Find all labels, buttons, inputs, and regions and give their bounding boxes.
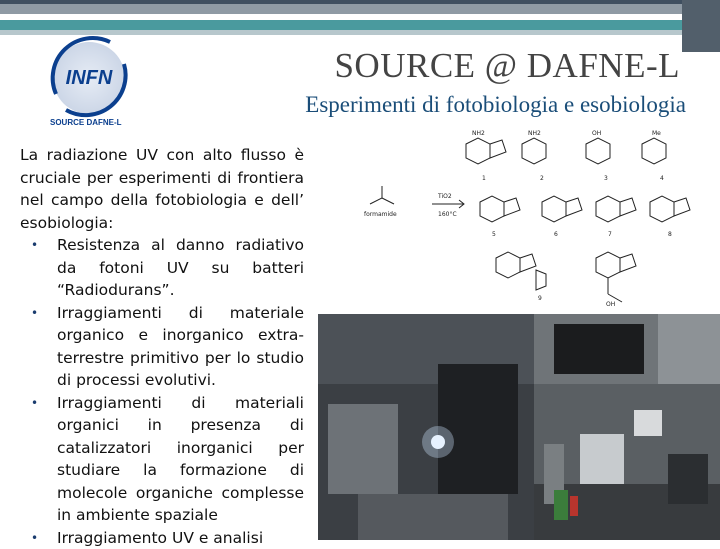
temperature-label: 160°C [438, 211, 457, 218]
laboratory-photo-collage [318, 314, 720, 540]
bullet-dot-icon: • [31, 234, 38, 257]
bullet-item [20, 527, 304, 549]
logo-acronym: INFN [66, 67, 113, 89]
slide-title: SOURCE @ DAFNE-L [334, 46, 680, 86]
bullet-text: Resistenza al danno radiativo da fotoni UV su batteri “Radiodurans”. [57, 236, 304, 299]
bullet-dot-icon: • [31, 302, 38, 325]
bullet-dot-icon: • [31, 392, 38, 415]
header-band-grey [0, 4, 720, 14]
slide-subtitle: Esperimenti di fotobiologia e esobiologia [305, 92, 686, 118]
bullet-text: Irraggiamenti di materiale organico e inorganico extra-terrestre primitivo per lo studio di processi evolutivi. [57, 304, 304, 390]
chemical-structures-figure [360, 124, 720, 310]
bullet-list [20, 234, 304, 549]
atom-label: OH [606, 301, 615, 308]
atom-label: OH [592, 130, 601, 137]
header-band-teal [0, 20, 720, 30]
bullet-dot-icon: • [31, 527, 38, 549]
atom-label: Me [652, 130, 661, 137]
decorative-header-bars [0, 0, 720, 36]
compound-number: 1 [482, 175, 486, 182]
bullet-item [20, 392, 304, 527]
logo-caption: SOURCE DAFNE-L [50, 118, 122, 127]
reagent-label: formamide [364, 211, 397, 218]
bullet-text: Irraggiamenti di materiali organici in presenza di catalizzatori inorganici per studiare la formazione di molecole organiche complesse in ambiente spaziale [57, 394, 304, 525]
compound-number: 2 [540, 175, 544, 182]
bullet-item [20, 234, 304, 302]
compound-number: 7 [608, 231, 612, 238]
compound-number: 8 [668, 231, 672, 238]
bullet-item [20, 302, 304, 392]
compound-number: 6 [554, 231, 558, 238]
header-band-right [682, 0, 720, 52]
slide-body [20, 144, 304, 549]
compound-number: 9 [538, 295, 542, 302]
catalyst-label: TiO2 [437, 193, 452, 200]
intro-paragraph: La radiazione UV con alto flusso è cruciale per esperimenti di frontiera nel campo della fotobiologia e dell’ esobiologia: [20, 144, 304, 234]
compound-number: 4 [660, 175, 664, 182]
atom-label: NH2 [472, 130, 485, 137]
bullet-text: Irraggiamento UV e analisi [57, 529, 263, 547]
compound-number: 3 [604, 175, 608, 182]
atom-label: NH2 [528, 130, 541, 137]
compound-number: 5 [492, 231, 496, 238]
